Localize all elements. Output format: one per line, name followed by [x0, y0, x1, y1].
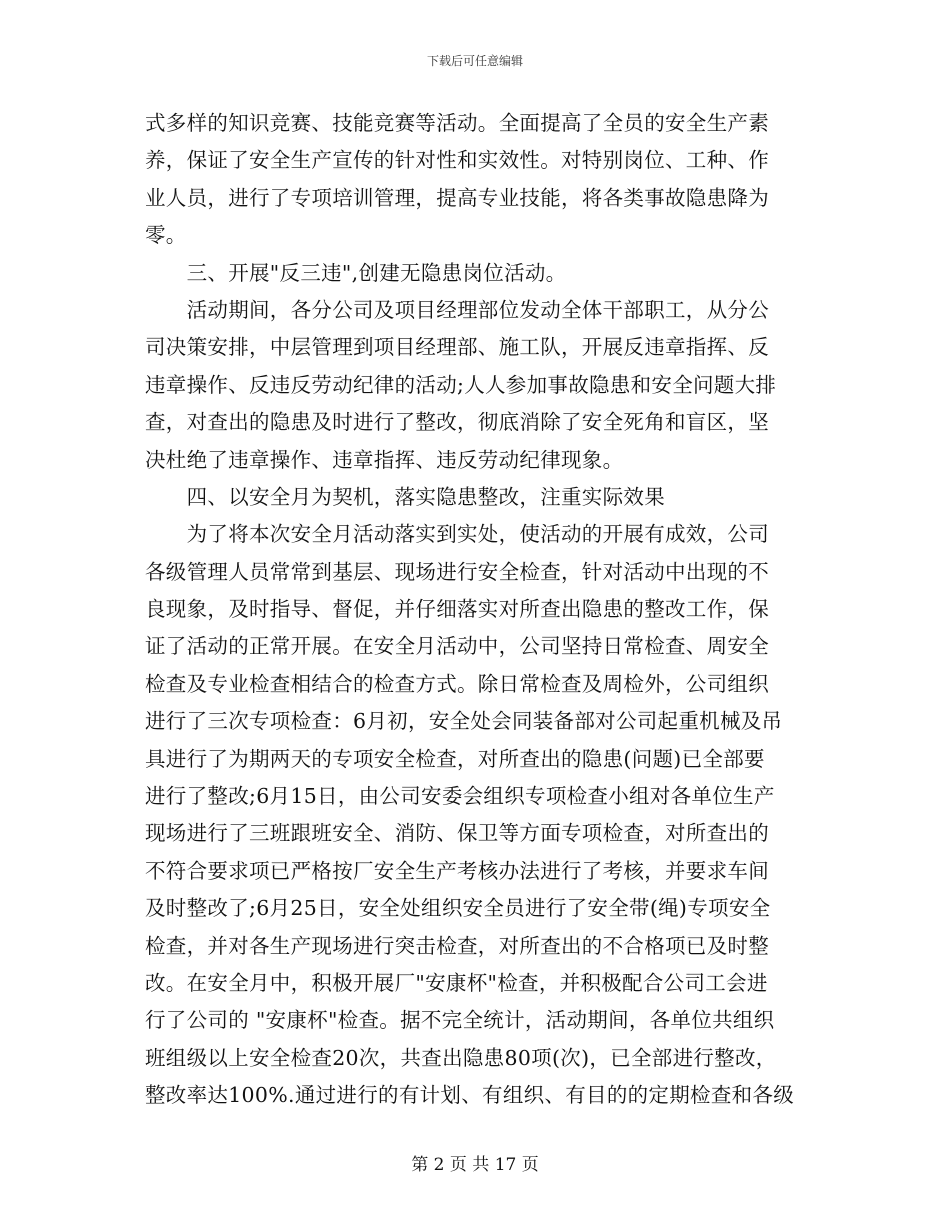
text-line: 为了将本次安全月活动落实到实处，使活动的开展有成效，公司: [145, 522, 769, 547]
text-line: 整改率达100%.通过进行的有计划、有组织、有目的的定期检查和各级: [145, 1083, 795, 1108]
text-line: 司决策安排，中层管理到项目经理部、施工队，开展反违章指挥、反: [145, 335, 769, 360]
text-line: 业人员，进行了专项培训管理，提高专业技能，将各类事故隐患降为: [145, 185, 769, 210]
text-line: 养，保证了安全生产宣传的针对性和实效性。对特别岗位、工种、作: [145, 148, 769, 173]
section-heading: 四、以安全月为契机，落实隐患整改，注重实际效果: [145, 484, 665, 509]
text-line: 改。在安全月中，积极开展厂"安康杯"检查，并积极配合公司工会进: [145, 970, 768, 995]
text-line: 检查，并对各生产现场进行突击检查，对所查出的不合格项已及时整: [145, 933, 769, 958]
text-line: 行了公司的 "安康杯"检查。据不完全统计，活动期间，各单位共组织: [145, 1008, 775, 1033]
text-line: 现场进行了三班跟班安全、消防、保卫等方面专项检查，对所查出的: [145, 821, 769, 846]
text-line: 不符合要求项已严格按厂安全生产考核办法进行了考核，并要求车间: [145, 858, 769, 883]
section-heading: 三、开展"反三违",创建无隐患岗位活动。: [145, 260, 567, 285]
text-line: 违章操作、反违反劳动纪律的活动;人人参加事故隐患和安全问题大排: [145, 372, 777, 397]
text-line: 及时整改了;6月25日，安全处组织安全员进行了安全带(绳)专项安全: [145, 896, 771, 921]
text-line: 各级管理人员常常到基层、现场进行安全检查，针对活动中出现的不: [145, 559, 769, 584]
text-line: 查，对查出的隐患及时进行了整改，彻底消除了安全死角和盲区，坚: [145, 410, 769, 435]
text-line: 具进行了为期两天的专项安全检查，对所查出的隐患(问题)已全部要: [145, 746, 765, 771]
page-header: 下载后可任意编辑: [426, 54, 523, 68]
text-line: 进行了三次专项检查：6月初，安全处会同装备部对公司起重机械及吊: [145, 709, 783, 734]
text-line: 班组级以上安全检查20次，共查出隐患80项(次)，已全部进行整改，: [145, 1045, 777, 1070]
text-line: 式多样的知识竞赛、技能竞赛等活动。全面提高了全员的安全生产素: [145, 111, 769, 135]
text-line: 良现象，及时指导、督促，并仔细落实对所查出隐患的整改工作，保: [145, 597, 769, 622]
text-line: 活动期间，各分公司及项目经理部位发动全体干部职工，从分公: [145, 297, 769, 322]
body-text: [145, 105, 810, 1115]
text-line: 检查及专业检查相结合的检查方式。除日常检查及周检外，公司组织: [145, 671, 769, 696]
text-line: 进行了整改;6月15日，由公司安委会组织专项检查小组对各单位生产: [145, 784, 775, 809]
page-number: 第 2 页 共 17 页: [411, 1155, 539, 1175]
text-line: 决杜绝了违章操作、违章指挥、违反劳动纪律现象。: [145, 447, 624, 472]
text-line: 零。: [145, 223, 187, 248]
text-line: 证了活动的正常开展。在安全月活动中，公司坚持日常检查、周安全: [145, 634, 769, 659]
